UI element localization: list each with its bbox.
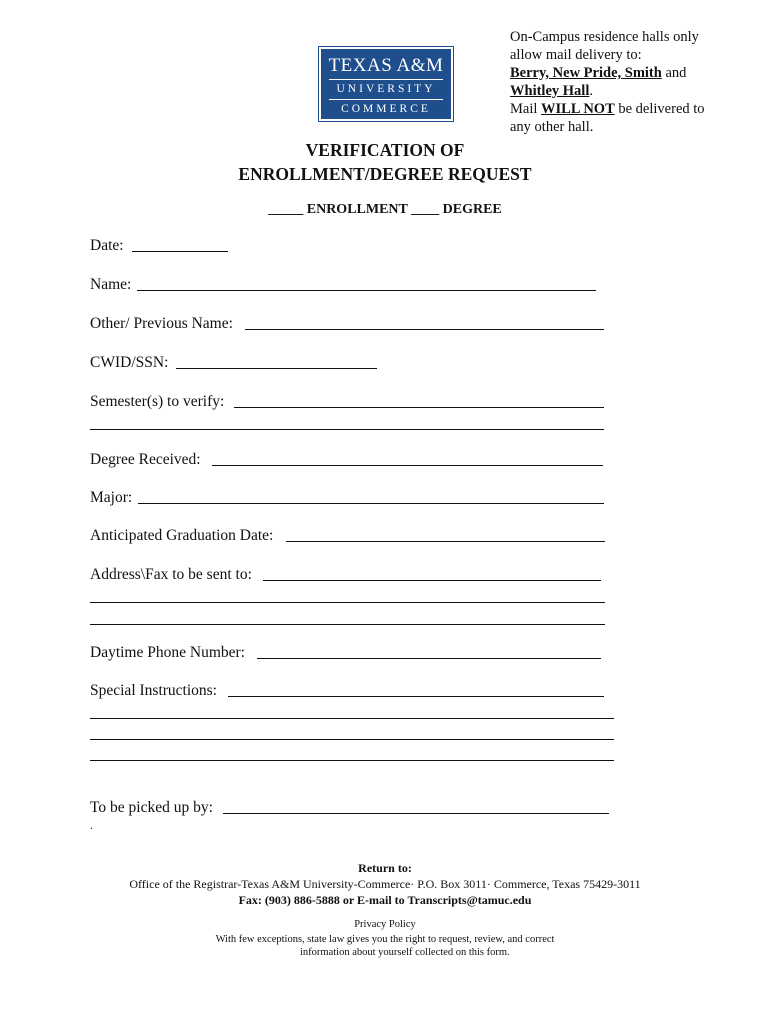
notice-and: and	[661, 65, 687, 81]
date-input-line[interactable]	[132, 251, 228, 252]
degree-input-line[interactable]	[212, 465, 603, 466]
notice-line: any other hall.	[510, 119, 594, 135]
notice-halls: Berry, New Pride, Smith	[510, 65, 662, 81]
return-to-heading: Return to:	[358, 861, 412, 875]
special-instructions-input-line-4[interactable]	[90, 760, 614, 761]
notice-line	[510, 100, 750, 118]
notice-rest: be delivered to	[614, 101, 705, 117]
notice-line	[510, 82, 750, 100]
form-title-line1: VERIFICATION OF	[305, 140, 465, 160]
privacy-policy-line2: information about yourself collected on this form.	[300, 947, 510, 958]
address-label: Address\Fax to be sent to:	[90, 566, 256, 583]
special-instructions-field	[90, 682, 221, 700]
semesters-label: Semester(s) to verify:	[90, 393, 229, 410]
semesters-field	[90, 393, 228, 411]
graduation-field	[90, 527, 277, 545]
phone-field	[90, 644, 249, 662]
request-type-options[interactable]: _____ ENROLLMENT ____ DEGREE	[268, 202, 502, 217]
degree-field	[90, 451, 204, 469]
major-input-line[interactable]	[138, 503, 604, 504]
name-input-line[interactable]	[137, 290, 596, 291]
notice-will-not: WILL NOT	[541, 101, 615, 117]
notice-mail: Mail	[510, 101, 542, 117]
privacy-policy-line1: With few exceptions, state law gives you the right to request, review, and correct	[215, 934, 555, 945]
notice-line	[510, 64, 750, 82]
address-field	[90, 566, 256, 584]
university-logo	[319, 47, 453, 121]
semesters-input-line-2[interactable]	[90, 429, 604, 430]
address-input-line-3[interactable]	[90, 624, 605, 625]
address-input-line[interactable]	[263, 580, 601, 581]
major-field	[90, 489, 136, 507]
special-instructions-input-line[interactable]	[228, 696, 604, 697]
fax-email-line: Fax: (903) 886-5888 or E-mail to Transcripts@tamuc.edu	[238, 893, 532, 907]
registrar-address: Office of the Registrar-Texas A&M University-Commerce· P.O. Box 3011· Commerce, Texas 75429-3011	[129, 877, 641, 891]
pickup-input-line[interactable]	[223, 813, 609, 814]
logo-line1: TEXAS A&M	[328, 55, 444, 76]
notice-line: On-Campus residence halls only	[510, 29, 699, 45]
cwid-input-line[interactable]	[176, 368, 377, 369]
name-field	[90, 276, 135, 294]
date-field	[90, 237, 127, 255]
pickup-field	[90, 799, 217, 817]
phone-input-line[interactable]	[257, 658, 601, 659]
form-title-line2: ENROLLMENT/DEGREE REQUEST	[238, 164, 532, 184]
logo-rule	[329, 79, 443, 80]
logo-line3: COMMERCE	[341, 103, 431, 115]
semesters-input-line[interactable]	[234, 407, 604, 408]
name-label: Name:	[90, 276, 136, 293]
phone-label: Daytime Phone Number:	[90, 644, 249, 661]
mail-delivery-notice	[510, 28, 750, 136]
graduation-label: Anticipated Graduation Date:	[90, 527, 278, 544]
logo-rule	[329, 99, 443, 100]
other-name-field	[90, 315, 237, 333]
pickup-label: To be picked up by:	[90, 799, 217, 816]
special-instructions-input-line-2[interactable]	[90, 718, 614, 719]
address-input-line-2[interactable]	[90, 602, 605, 603]
date-label: Date:	[90, 237, 128, 254]
graduation-input-line[interactable]	[286, 541, 605, 542]
degree-label: Degree Received:	[90, 451, 205, 468]
notice-line: allow mail delivery to:	[510, 47, 642, 63]
notice-period: .	[589, 83, 593, 99]
special-instructions-input-line-3[interactable]	[90, 739, 614, 740]
cwid-field	[90, 354, 168, 372]
trailing-dot: .	[90, 818, 93, 832]
cwid-label: CWID/SSN:	[90, 354, 169, 371]
other-name-label: Other/ Previous Name:	[90, 315, 237, 332]
notice-whitley: Whitley Hall	[510, 83, 590, 99]
major-label: Major:	[90, 489, 137, 506]
logo-line2: UNIVERSITY	[336, 83, 436, 95]
other-name-input-line[interactable]	[245, 329, 604, 330]
special-instructions-label: Special Instructions:	[90, 682, 221, 699]
privacy-policy-title: Privacy Policy	[354, 919, 416, 930]
